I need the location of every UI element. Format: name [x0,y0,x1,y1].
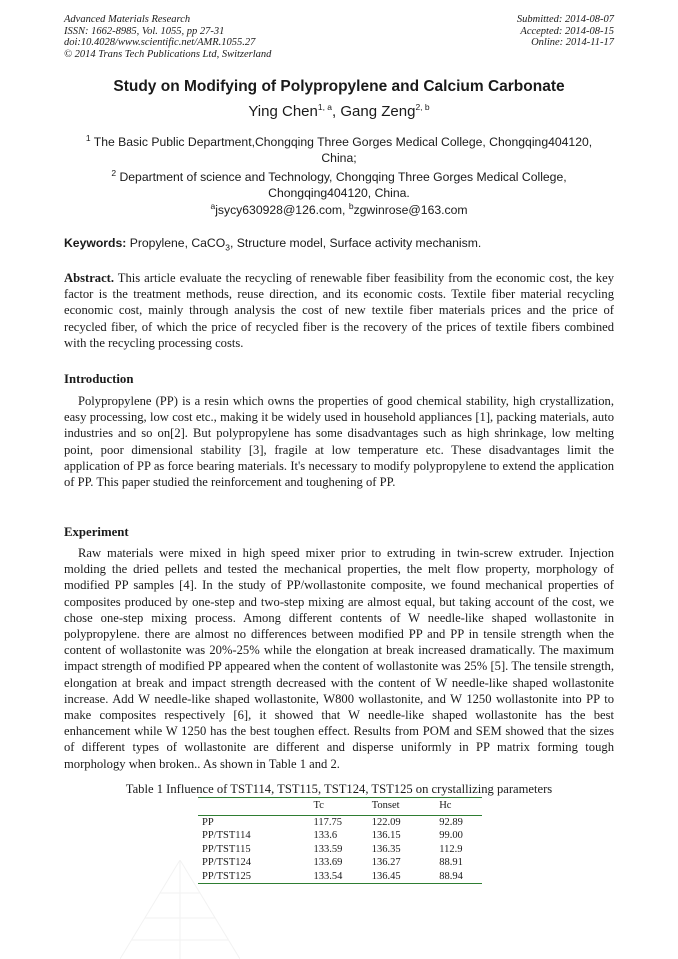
table-header-row [198,798,482,816]
table-row [198,815,482,829]
table-cell: 92.89 [439,816,463,828]
author-superscript: 1, a [317,102,333,112]
table-cell: PP/TST124 [202,857,252,868]
table-cell: PP/TST115 [202,843,251,855]
doi-line: doi:10.4028/www.scientific.net/AMR.1055.27 [64,37,256,49]
keywords-text: , Structure model, Surface activity mechanism. [229,236,482,250]
affiliation-text: Department of science and Technology, Chongqing Three Gorges Medical College, Chongqing404120, China. [116,170,567,201]
column-header: Tonset [371,800,400,811]
table-cell: 133.6 [313,830,338,841]
email-marker: a [210,201,216,211]
table-row [198,829,482,843]
submitted-date: Submitted: 2014-08-07 [516,14,614,25]
journal-name: Advanced Materials Research [64,14,191,25]
abstract-text: This article evaluate the recycling of renewable fiber feasibility from the economic cost, the key factor is the treatment methods, reuse direction, and its economic costs. Textile fiber material recycling economic cost, mainly through analysis the cost of new textile fiber materials prices and the price of recycled fiber, of which the price of recycled fiber is the recovery of the prices of textile fibers combined with the recycling processing costs. [64,271,614,350]
keywords-label: Keywords: [64,236,127,250]
table-cell: PP/TST114 [202,830,251,841]
author-superscript: 2, b [415,102,430,112]
author-name: Ying Chen [248,103,318,120]
journal-header [64,14,271,60]
author-name: Gang Zeng [340,103,416,120]
table-cell: 136.15 [371,830,401,841]
affiliation-marker: 2 [111,168,117,178]
column-header: Hc [439,800,452,811]
paper-title: Study on Modifying of Polypropylene and Calcium Carbonate [113,78,565,95]
experiment-paragraph: Raw materials were mixed in high speed mixer prior to extruding in twin-screw extruder. Injection molding the dried pellets and tested the mechanical properties, the melt flow property, morphology of modified PP samples [4]. In the study of PP/wollastonite composite, we found mechanical properties of composites produced by one-step and two-step mixing are almost equal, but taking account of the cost, we chose one-step mixing process. Among different contents of W needle-like shaped wollastonite in polypropylene. there are almost no differences between modified PP and PP in tensile strength when the content of wollastonite was 20%-25% while the elongation at break increased dramatically. The maximum impact strength of modified PP appeared when the content of wollastonite was 25% [5]. The tensile strength, elongation at break and impact strength decreased with the content of W needle-like shaped wollastonite increase. Add W needle-like shaped wollastonite, W800 wollastonite, and W 1250 wollastonite into PP to make composites respectively [6], it showed that W needle-like shaped wollastonite has the best enhancement while W 1250 has the best toughen effect. Results from POM and SEM showed that the sizes of different types of wollastonite are different and disperse uniformly in PP matrix forming tough morphology when broken.. As shown in Table 1 and 2. [64,546,614,771]
email-marker: b [348,201,354,211]
table-cell: 88.91 [439,857,463,868]
experiment-heading: Experiment [64,525,129,539]
table-caption: Table 1 Influence of TST114, TST115, TST124, TST125 on crystallizing parameters [125,782,553,796]
table-cell: 122.09 [371,816,401,828]
introduction-paragraph: Polypropylene (PP) is a resin which owns the properties of good chemical stability, high crystallization, easy processing, low cost etc., making it be widely used in household appliances [1], packing materials, auto industries and so on[2]. But polypropylene has some disadvantages such as high shrinkage, low melting point, poor dimensional stability [3], fragile at low temperature etc. These disadvantages limit the application of PP as force bearing materials. It's necessary to modify polypropylene to extend the application of PP. This paper studied the reinforcement and toughening of PP. [64,394,614,490]
watermark-graphic [120,860,240,959]
dates-header [517,14,614,49]
table-cell: 133.69 [313,857,343,868]
accepted-date: Accepted: 2014-08-15 [520,25,614,37]
crystallizing-parameters-table [198,797,482,884]
table-cell: 136.35 [371,843,401,855]
table-cell: 88.94 [439,870,463,882]
affiliation-marker: 1 [85,133,91,143]
email-address[interactable]: jsycy630928@126.com, [215,203,349,218]
copyright-line: © 2014 Trans Tech Publications Ltd, Switzerland [64,48,272,60]
table-cell: PP/TST125 [202,870,252,882]
email-address[interactable]: zgwinrose@163.com [353,203,468,218]
table-cell: 117.75 [313,816,343,828]
keywords [64,236,616,252]
issn-line: ISSN: 1662-8985, Vol. 1055, pp 27-31 [64,25,225,37]
table-cell: 133.59 [313,843,343,855]
affiliation-1 [74,130,604,166]
keywords-text: Propylene, CaCO [126,236,226,250]
table-row [198,870,482,884]
column-header: Tc [313,800,324,811]
table-cell: 133.54 [313,870,343,882]
affiliation-2 [74,165,604,201]
author-line [0,102,678,120]
affiliation-text: The Basic Public Department,Chongqing Three Gorges Medical College, Chongqing404120, China; [90,135,593,166]
table-cell: 112.9 [439,843,463,855]
introduction-heading: Introduction [64,372,134,386]
table-cell: 136.45 [371,870,401,882]
table-cell: 99.00 [439,830,463,841]
table-row [198,843,482,857]
author-separator: , [332,103,341,120]
column-header [198,798,310,816]
author-emails [0,201,678,217]
table-cell: PP [202,816,214,828]
table-cell: 136.27 [371,857,401,868]
online-date: Online: 2014-11-17 [531,37,614,49]
abstract-label: Abstract. [64,271,115,285]
abstract [64,270,614,351]
keywords-subscript: 3 [225,242,230,253]
table-row [198,856,482,870]
